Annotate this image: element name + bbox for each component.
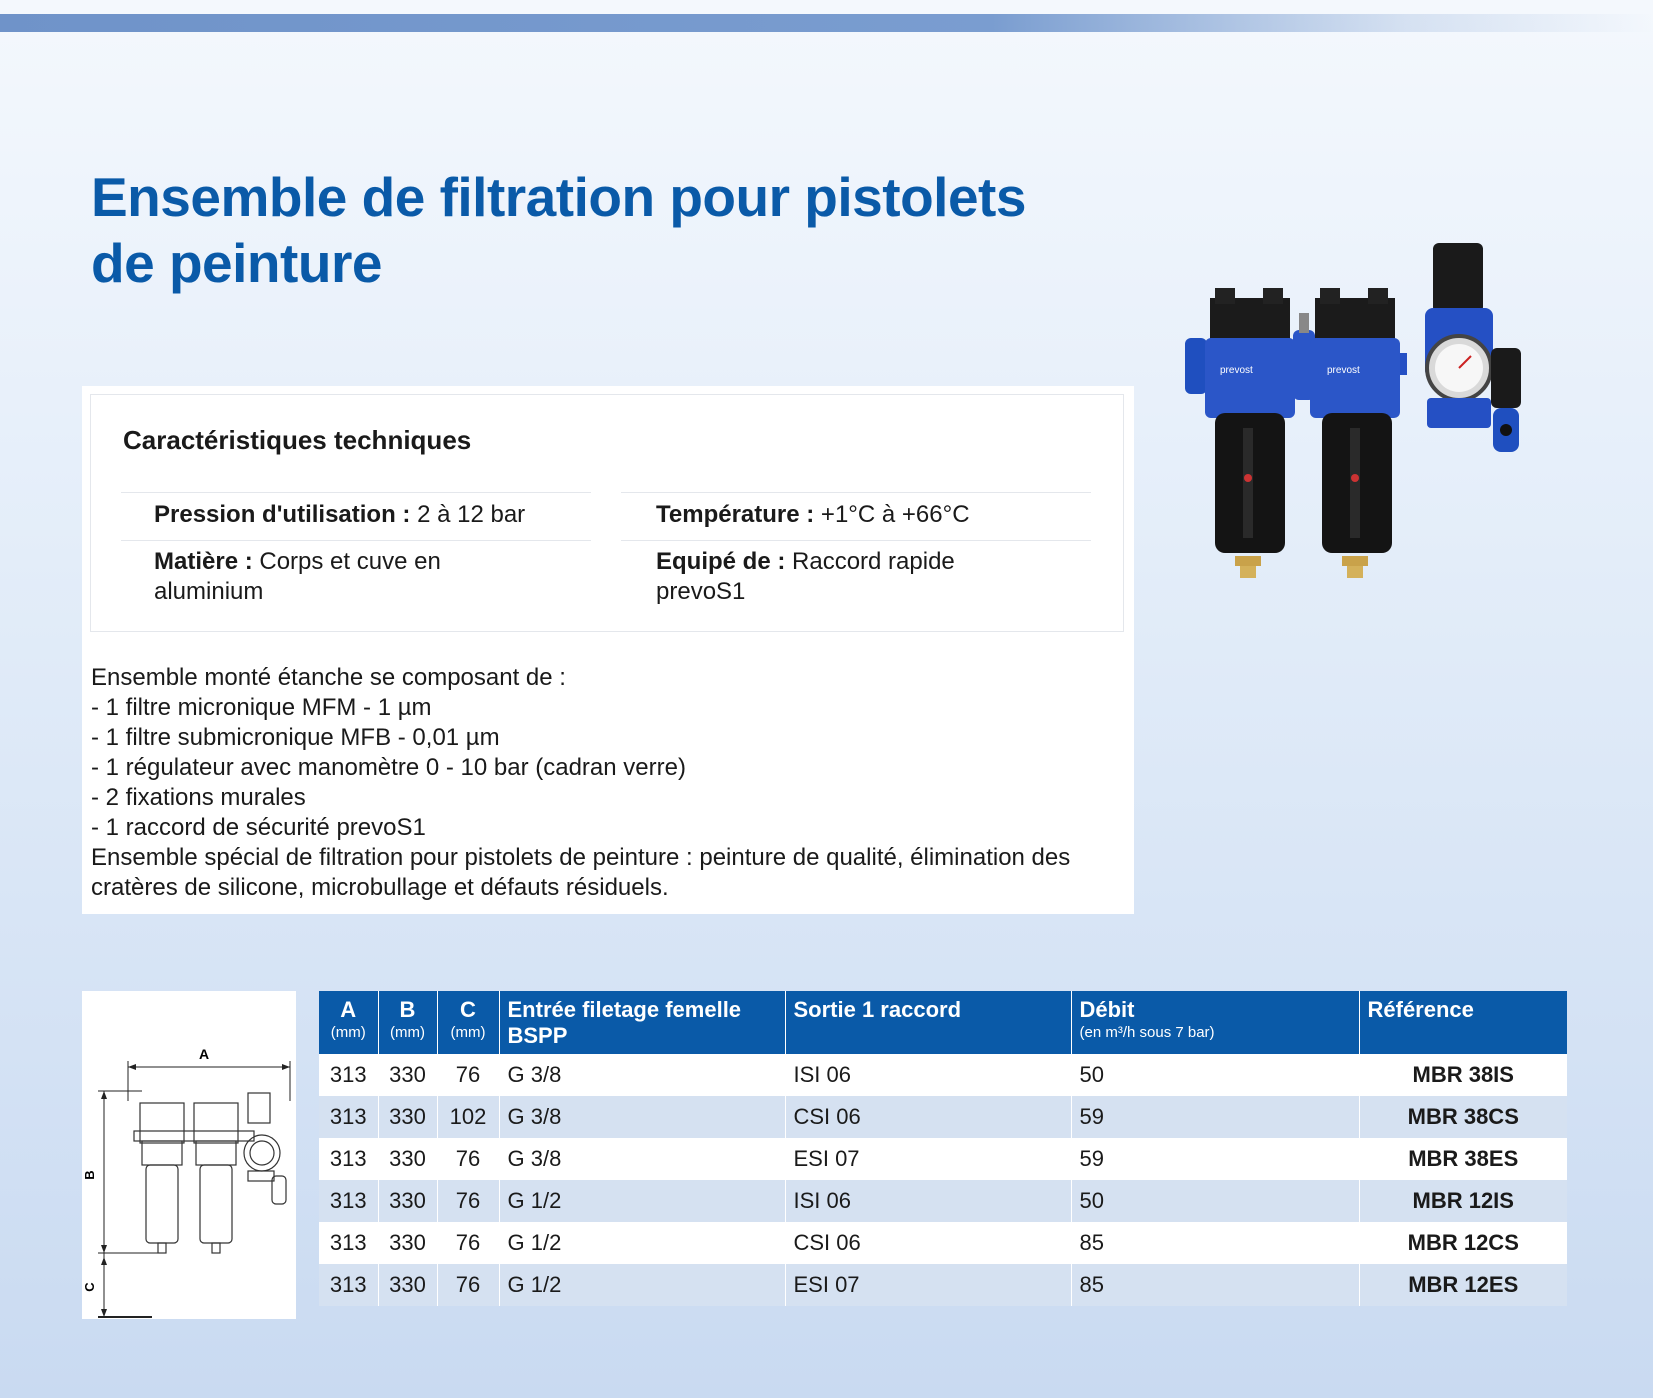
cell-debit: 85 (1071, 1222, 1359, 1264)
cell-c: 76 (437, 1054, 499, 1096)
description-line: - 1 filtre submicronique MFB - 0,01 µm (91, 724, 500, 751)
table-row (319, 1180, 1567, 1222)
cell-sortie: ESI 07 (785, 1138, 1071, 1180)
cell-entree: G 1/2 (499, 1264, 785, 1306)
column-header-a: A (mm) (319, 991, 378, 1054)
cell-a: 313 (319, 1222, 378, 1264)
cell-sortie: ISI 06 (785, 1180, 1071, 1222)
description-line: Ensemble monté étanche se composant de : (91, 664, 566, 691)
cell-c: 76 (437, 1180, 499, 1222)
column-header-entree: Entrée filetage femelle BSPP (499, 991, 785, 1054)
page-title (91, 164, 1026, 296)
spec-temperature-label: Température : (656, 501, 815, 528)
product-table (319, 991, 1567, 1306)
cell-debit: 50 (1071, 1180, 1359, 1222)
cell-reference: MBR 38IS (1359, 1054, 1567, 1096)
top-accent-bar (0, 14, 1653, 32)
cell-debit: 59 (1071, 1138, 1359, 1180)
column-header-reference: Référence (1359, 991, 1567, 1054)
dimension-label-b: B (82, 1170, 97, 1180)
dimension-diagram (82, 991, 296, 1319)
table-row (319, 1054, 1567, 1096)
cell-debit: 85 (1071, 1264, 1359, 1306)
cell-entree: G 3/8 (499, 1096, 785, 1138)
description (91, 663, 1141, 903)
cell-a: 313 (319, 1264, 378, 1306)
table-row (319, 1138, 1567, 1180)
description-line: - 1 régulateur avec manomètre 0 - 10 bar (cadran verre) (91, 754, 686, 781)
cell-b: 330 (378, 1138, 437, 1180)
logo-text-right: prevost (1327, 365, 1360, 376)
cell-b: 330 (378, 1054, 437, 1096)
page-title-line-1: Ensemble de filtration pour pistolets (91, 166, 1026, 228)
cell-c: 76 (437, 1264, 499, 1306)
cell-c: 76 (437, 1222, 499, 1264)
spec-matiere (154, 547, 494, 607)
divider (621, 540, 1091, 541)
cell-b: 330 (378, 1096, 437, 1138)
dimension-label-c: C (82, 1282, 97, 1292)
divider (121, 540, 591, 541)
spec-temperature-value: +1°C à +66°C (814, 501, 970, 528)
column-header-debit: Débit (en m³/h sous 7 bar) (1071, 991, 1359, 1054)
cell-b: 330 (378, 1264, 437, 1306)
description-line: - 2 fixations murales (91, 784, 306, 811)
description-line: - 1 filtre micronique MFM - 1 µm (91, 694, 432, 721)
table-row (319, 1264, 1567, 1306)
cell-b: 330 (378, 1180, 437, 1222)
cell-entree: G 3/8 (499, 1138, 785, 1180)
spec-matiere-label: Matière : (154, 548, 253, 575)
specs-heading: Caractéristiques techniques (123, 425, 472, 455)
cell-entree: G 1/2 (499, 1180, 785, 1222)
cell-a: 313 (319, 1096, 378, 1138)
dimension-label-a: A (198, 1046, 210, 1062)
cell-reference: MBR 12ES (1359, 1264, 1567, 1306)
cell-debit: 50 (1071, 1054, 1359, 1096)
cell-sortie: CSI 06 (785, 1222, 1071, 1264)
spec-equipe-label: Equipé de : (656, 548, 786, 575)
cell-debit: 59 (1071, 1096, 1359, 1138)
description-line: Ensemble spécial de filtration pour pistolets de peinture : peinture de qualité, élimination des (91, 844, 1071, 871)
product-photo (1175, 238, 1555, 608)
spec-matiere-value: Corps et cuve en aluminium (154, 548, 441, 605)
cell-a: 313 (319, 1138, 378, 1180)
cell-reference: MBR 38CS (1359, 1096, 1567, 1138)
table-row (319, 1222, 1567, 1264)
cell-reference: MBR 38ES (1359, 1138, 1567, 1180)
cell-entree: G 1/2 (499, 1222, 785, 1264)
spec-equipe (656, 547, 996, 607)
divider (621, 492, 1091, 493)
cell-reference: MBR 12IS (1359, 1180, 1567, 1222)
column-header-c: C (mm) (437, 991, 499, 1054)
cell-reference: MBR 12CS (1359, 1222, 1567, 1264)
spec-equipe-value: Raccord rapide prevoS1 (656, 548, 955, 605)
table-header-row (319, 991, 1567, 1054)
cell-entree: G 3/8 (499, 1054, 785, 1096)
description-line: - 1 raccord de sécurité prevoS1 (91, 814, 426, 841)
table-row (319, 1096, 1567, 1138)
cell-b: 330 (378, 1222, 437, 1264)
page-title-line-2: de peinture (91, 232, 382, 294)
divider (121, 492, 591, 493)
cell-a: 313 (319, 1054, 378, 1096)
column-header-b: B (mm) (378, 991, 437, 1054)
cell-c: 76 (437, 1138, 499, 1180)
spec-pression-label: Pression d'utilisation : (154, 501, 411, 528)
logo-text-left: prevost (1220, 365, 1253, 376)
description-line: cratères de silicone, microbullage et défauts résiduels. (91, 874, 669, 901)
cell-c: 102 (437, 1096, 499, 1138)
column-header-sortie: Sortie 1 raccord (785, 991, 1071, 1054)
cell-sortie: CSI 06 (785, 1096, 1071, 1138)
cell-sortie: ESI 07 (785, 1264, 1071, 1306)
spec-pression-value: 2 à 12 bar (410, 501, 526, 528)
spec-temperature (656, 500, 970, 530)
cell-a: 313 (319, 1180, 378, 1222)
technical-specs-box (90, 394, 1124, 632)
spec-pression (154, 500, 525, 530)
cell-sortie: ISI 06 (785, 1054, 1071, 1096)
